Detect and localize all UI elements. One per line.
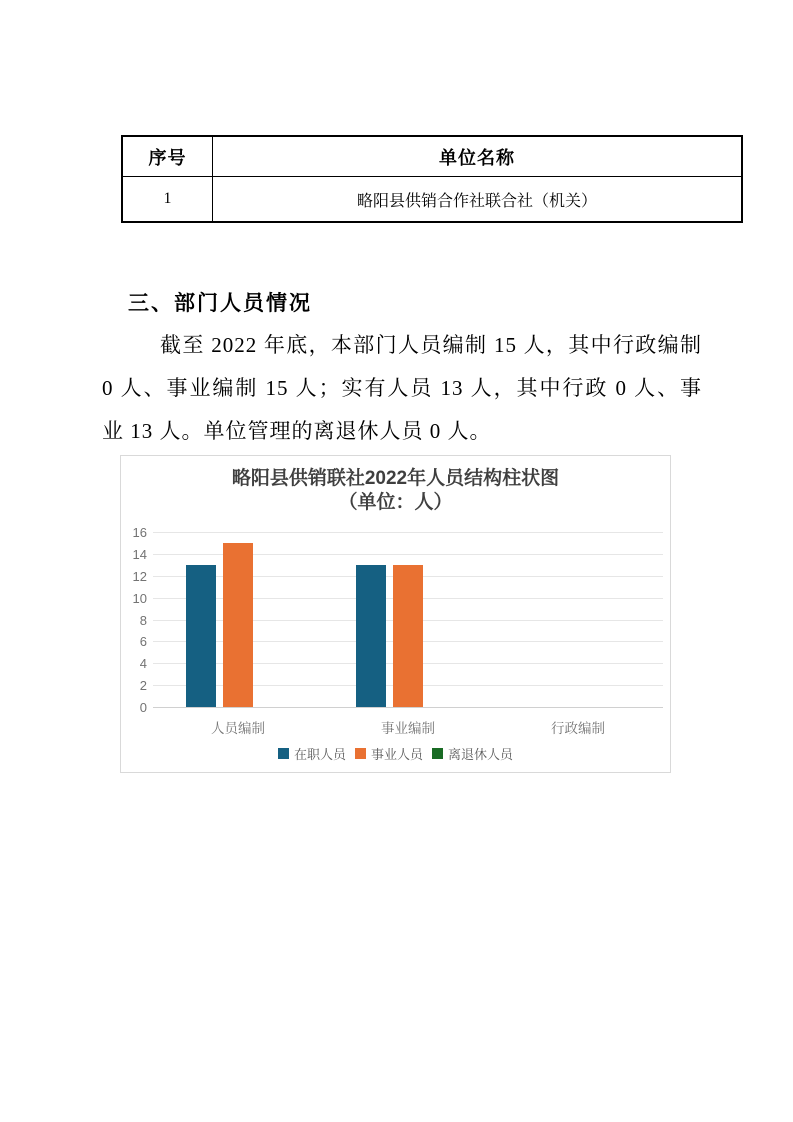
paragraph-line: 0 人、事业编制 15 人；实有人员 13 人，其中行政 0 人、事 [102, 376, 702, 400]
y-axis-tick-label: 12 [132, 568, 147, 584]
body-paragraph [102, 324, 702, 453]
legend-swatch [432, 748, 443, 759]
chart-plot-area [153, 533, 663, 708]
table-row [122, 177, 742, 223]
y-axis-tick-label: 8 [139, 612, 147, 628]
chart-legend [121, 744, 670, 763]
table-header-unit-name: 单位名称 [213, 136, 743, 177]
y-axis-tick-label: 10 [132, 590, 147, 606]
table-cell-unit-name: 略阳县供销合作社联合社（机关） [213, 177, 743, 223]
chart-bar [186, 565, 216, 707]
legend-swatch [278, 748, 289, 759]
y-axis-tick-label: 6 [139, 634, 147, 650]
legend-item [355, 744, 423, 763]
x-axis-labels [153, 717, 663, 737]
table-header-row [122, 136, 742, 177]
paragraph-line: 截至 2022 年底，本部门人员编制 15 人，其中行政编制 [160, 333, 702, 357]
legend-label: 离退休人员 [448, 747, 514, 762]
legend-label: 在职人员 [293, 747, 346, 762]
y-axis-tick-label: 2 [139, 678, 147, 694]
y-axis-tick-label: 14 [132, 546, 147, 562]
legend-label: 事业人员 [370, 747, 423, 762]
chart-subtitle: （单位：人） [338, 492, 453, 513]
x-axis-line [153, 707, 663, 708]
x-axis-category-label: 人员编制 [211, 721, 265, 736]
legend-item [432, 744, 513, 763]
y-axis-tick-label: 4 [139, 656, 147, 672]
table-header-index: 序号 [122, 136, 213, 177]
chart-bar [223, 543, 253, 707]
paragraph-line: 业 13 人。单位管理的离退休人员 0 人。 [102, 419, 492, 443]
chart-bar [393, 565, 423, 707]
y-axis-tick-label: 16 [132, 525, 147, 540]
legend-item [278, 744, 346, 763]
x-axis-category-label: 事业编制 [381, 721, 435, 736]
y-axis-tick-label: 0 [139, 700, 147, 715]
legend-swatch [355, 748, 366, 759]
x-axis-category-label: 行政编制 [551, 721, 605, 736]
unit-table [121, 135, 743, 223]
chart-bar [356, 565, 386, 707]
personnel-bar-chart [120, 455, 671, 773]
section-heading: 三、部门人员情况 [128, 292, 312, 315]
gridline [153, 532, 663, 533]
table-cell-index: 1 [122, 177, 213, 223]
chart-title: 略阳县供销联社2022年人员结构柱状图 [231, 468, 560, 489]
